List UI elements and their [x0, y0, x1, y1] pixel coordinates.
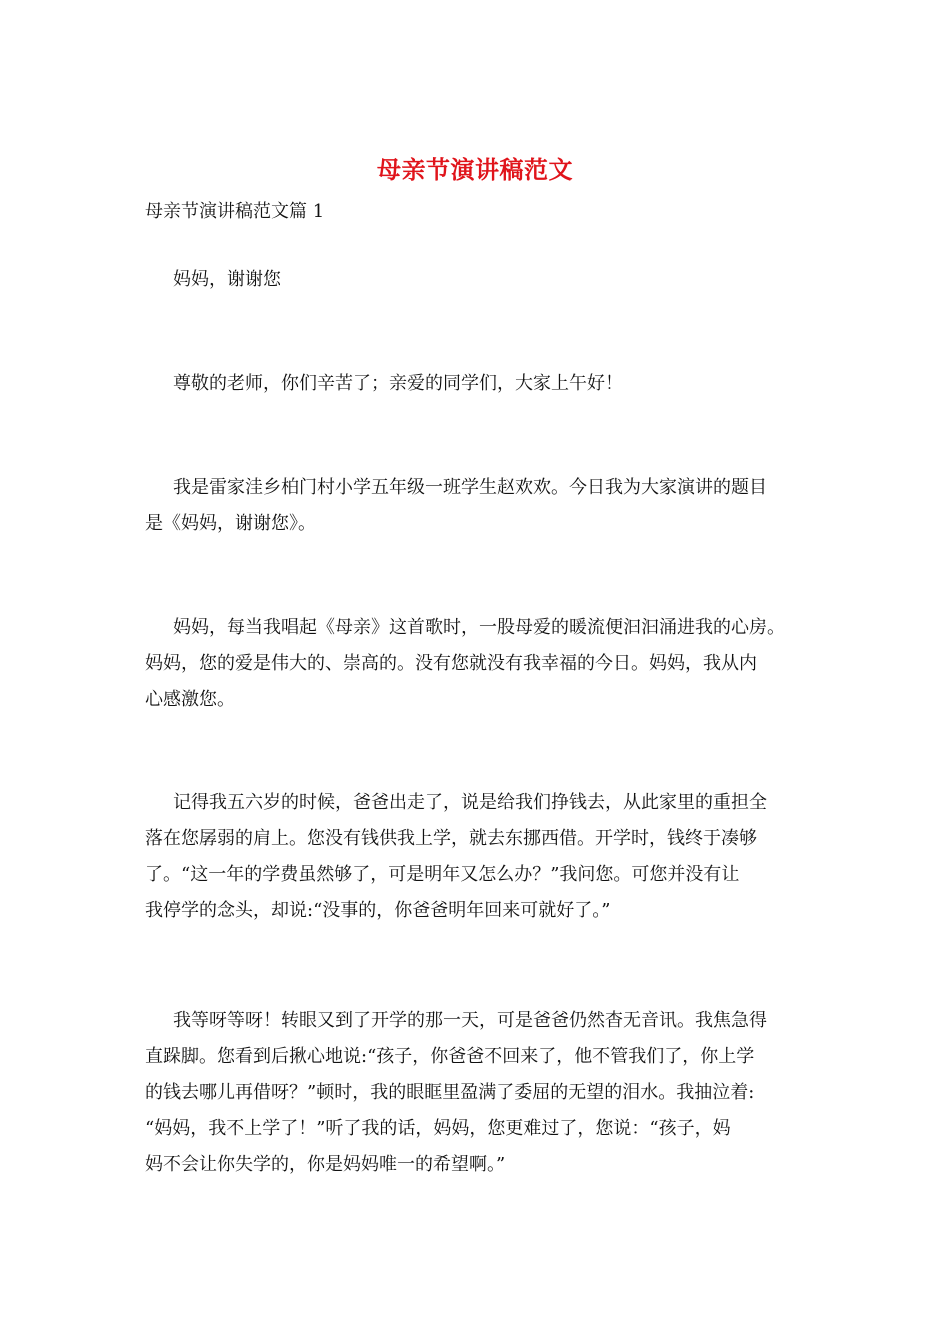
paragraph-line: “妈妈，我不上学了！”听了我的话，妈妈，您更难过了，您说：“孩子，妈 — [145, 1118, 731, 1139]
paragraph-line: 妈妈，每当我唱起《母亲》这首歌时，一股母爱的暖流便汩汩涌进我的心房。 — [173, 617, 785, 638]
paragraph-line: 妈妈，谢谢您 — [173, 269, 281, 290]
paragraph-4 — [145, 610, 815, 718]
paragraph-line: 我停学的念头，却说:“没事的，你爸爸明年回来可就好了。” — [145, 900, 611, 921]
paragraph-2 — [145, 366, 815, 402]
document-title: 母亲节演讲稿范文 — [377, 155, 573, 184]
paragraph-line: 了。“这一年的学费虽然够了，可是明年又怎么办？”我问您。可您并没有让 — [145, 864, 740, 885]
paragraph-line: 妈不会让你失学的，你是妈妈唯一的希望啊。” — [145, 1154, 506, 1175]
document-subtitle: 母亲节演讲稿范文篇 1 — [145, 201, 325, 222]
paragraph-line: 记得我五六岁的时候，爸爸出走了，说是给我们挣钱去，从此家里的重担全 — [173, 792, 767, 813]
paragraph-3 — [145, 470, 815, 542]
paragraph-line: 我是雷家洼乡柏门村小学五年级一班学生赵欢欢。今日我为大家演讲的题目 — [173, 477, 767, 498]
paragraph-6 — [145, 1003, 815, 1183]
paragraph-line: 妈妈，您的爱是伟大的、崇高的。没有您就没有我幸福的今日。妈妈，我从内 — [145, 653, 757, 674]
paragraph-line: 尊敬的老师，你们辛苦了；亲爱的同学们，大家上午好！ — [173, 373, 623, 394]
paragraph-line: 心感激您。 — [145, 689, 235, 710]
paragraph-line: 我等呀等呀！转眼又到了开学的那一天，可是爸爸仍然杳无音讯。我焦急得 — [173, 1010, 767, 1031]
paragraph-1 — [145, 262, 815, 298]
paragraph-line: 直跺脚。您看到后揪心地说:“孩子，你爸爸不回来了，他不管我们了，你上学 — [145, 1046, 755, 1067]
paragraph-line: 是《妈妈，谢谢您》。 — [145, 513, 316, 534]
paragraph-line: 的钱去哪儿再借呀？”顿时，我的眼眶里盈满了委屈的无望的泪水。我抽泣着: — [145, 1082, 755, 1103]
paragraph-line: 落在您孱弱的肩上。您没有钱供我上学，就去东挪西借。开学时，钱终于凑够 — [145, 828, 757, 849]
paragraph-5 — [145, 785, 815, 929]
